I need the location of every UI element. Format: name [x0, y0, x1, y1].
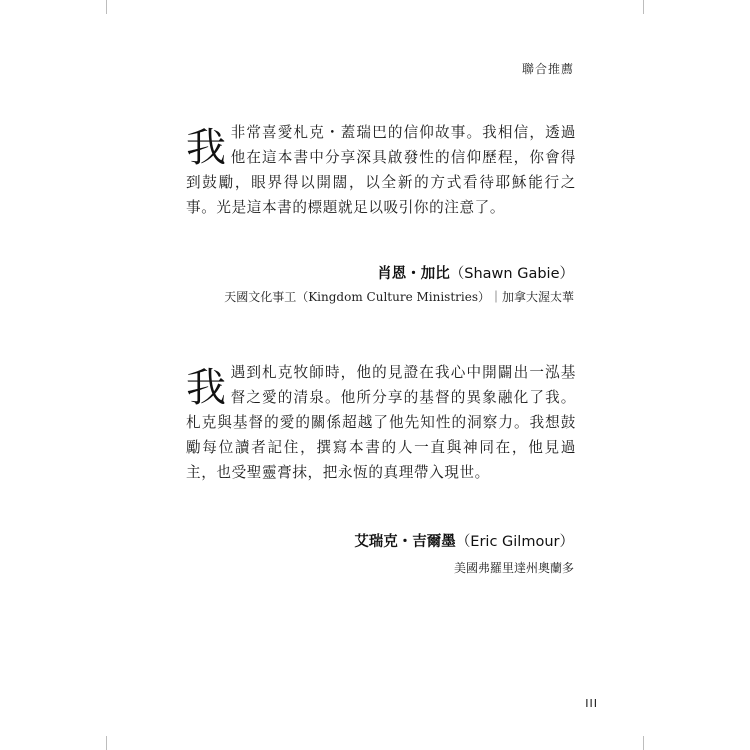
drop-cap: 我	[186, 125, 227, 171]
endorser-affiliation: 天國文化事工（Kingdom Culture Ministries）｜加拿大渥太華	[224, 290, 574, 304]
endorser-name	[354, 530, 574, 551]
endorsement-body: 遇到札克牧師時，他的見證在我心中開闢出一泓基督之愛的清泉。他所分享的基督的異象融化了我。札克與基督的愛的關係超越了他先知性的洞察力。我想鼓勵每位讀者記住，撰寫本書的人一直與神同在，他見過主，也受聖靈膏抹，把永恆的真理帶入現世。	[186, 364, 576, 481]
endorsement-1	[186, 120, 576, 220]
crop-mark-top-right	[643, 0, 644, 14]
crop-mark-top-left	[106, 0, 107, 14]
endorser-name-chinese: 肖恩・加比	[377, 266, 450, 282]
drop-cap: 我	[186, 365, 227, 411]
endorser-name-latin: （Eric Gilmour）	[455, 534, 574, 550]
endorser-name	[377, 262, 574, 283]
endorsement-text	[186, 360, 576, 485]
endorsement-body: 非常喜愛札克・蓋瑞巴的信仰故事。我相信，透過他在這本書中分享深具啟發性的信仰歷程，你會得到鼓勵，眼界得以開闊，以全新的方式看待耶穌能行之事。光是這本書的標題就足以吸引你的注意了。	[186, 124, 576, 216]
page-number: III	[585, 697, 598, 710]
endorsement-2	[186, 360, 576, 485]
endorser-affiliation: 美國弗羅里達州奧蘭多	[453, 561, 574, 575]
crop-mark-bottom-left	[106, 736, 107, 750]
endorsement-text	[186, 120, 576, 220]
section-title: 聯合推薦	[521, 62, 574, 76]
endorser-name-latin: （Shawn Gabie）	[449, 266, 574, 282]
endorser-name-chinese: 艾瑞克・吉爾墨	[354, 534, 456, 550]
crop-mark-bottom-right	[643, 736, 644, 750]
